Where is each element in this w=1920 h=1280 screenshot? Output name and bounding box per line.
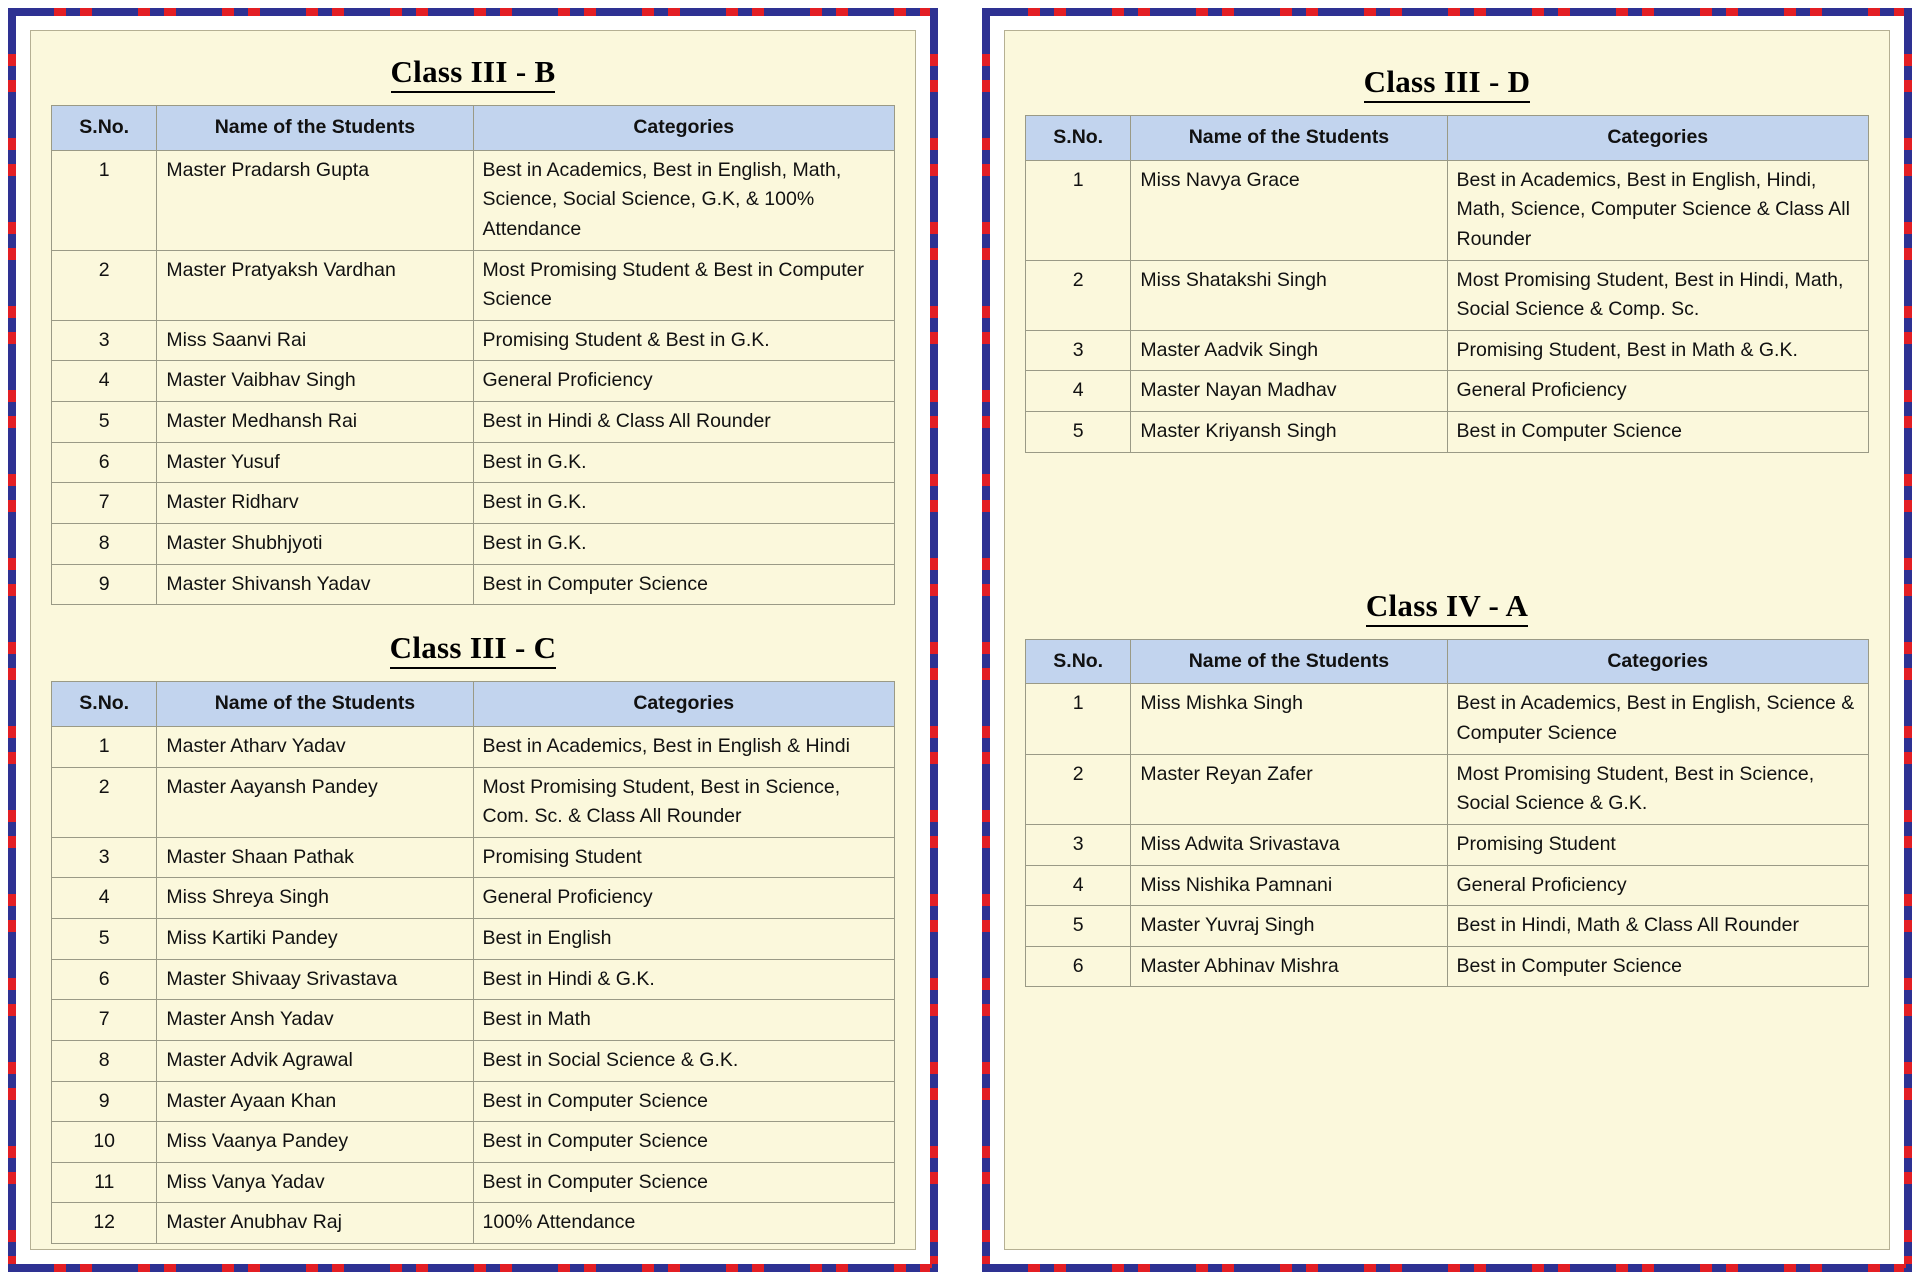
cell-sno: 3 [1026, 824, 1131, 865]
cell-sno: 6 [52, 959, 157, 1000]
border-right-blue-dashes [1904, 8, 1912, 1272]
column-header-categories: Categories [1447, 116, 1869, 161]
border-left-blue-dashes [982, 8, 990, 1272]
cell-categories: Best in Computer Science [473, 1122, 895, 1163]
cell-sno: 4 [1026, 371, 1131, 412]
cell-sno: 6 [52, 442, 157, 483]
table-row [1026, 824, 1869, 865]
class-title-iii-b: Class III - B [51, 55, 895, 93]
table-row [52, 959, 895, 1000]
cell-categories: General Proficiency [473, 878, 895, 919]
cell-sno: 7 [52, 483, 157, 524]
table-row [52, 919, 895, 960]
cell-sno: 6 [1026, 946, 1131, 987]
class-title-iii-d: Class III - D [1025, 65, 1869, 103]
cell-categories: Best in Hindi & Class All Rounder [473, 402, 895, 443]
table-header-row [52, 106, 895, 151]
section-spacer [1025, 453, 1869, 579]
table-row [52, 402, 895, 443]
cell-name: Master Yusuf [157, 442, 473, 483]
cell-categories: Best in Hindi & G.K. [473, 959, 895, 1000]
cell-sno: 2 [1026, 260, 1131, 330]
cell-categories: Promising Student, Best in Math & G.K. [1447, 330, 1869, 371]
cell-categories: Best in Computer Science [1447, 946, 1869, 987]
table-row [1026, 865, 1869, 906]
border-bottom-blue-dashes [982, 1264, 1912, 1272]
cell-categories: Best in G.K. [473, 523, 895, 564]
cell-sno: 8 [52, 1040, 157, 1081]
award-table-iii-b [51, 105, 895, 605]
cell-sno: 3 [52, 320, 157, 361]
cell-categories: Best in Academics, Best in English, Hindi, Math, Science, Computer Science & Class All Rounder [1447, 160, 1869, 260]
table-body-iii-d [1026, 160, 1869, 452]
cell-sno: 2 [52, 250, 157, 320]
cell-sno: 5 [52, 919, 157, 960]
cell-sno: 4 [52, 361, 157, 402]
cell-name: Master Atharv Yadav [157, 726, 473, 767]
cell-sno: 10 [52, 1122, 157, 1163]
cell-name: Master Ansh Yadav [157, 1000, 473, 1041]
cell-name: Miss Nishika Pamnani [1131, 865, 1447, 906]
cell-name: Master Pradarsh Gupta [157, 150, 473, 250]
cell-categories: Promising Student [473, 837, 895, 878]
class-title-iii-c: Class III - C [51, 631, 895, 669]
table-row [1026, 684, 1869, 754]
cell-name: Master Anubhav Raj [157, 1203, 473, 1244]
table-row [1026, 754, 1869, 824]
table-row [52, 442, 895, 483]
award-table-iii-c [51, 681, 895, 1244]
cell-categories: 100% Attendance [473, 1203, 895, 1244]
cell-categories: Best in Computer Science [1447, 412, 1869, 453]
cell-categories: Best in Computer Science [473, 1081, 895, 1122]
cell-name: Miss Kartiki Pandey [157, 919, 473, 960]
cell-sno: 12 [52, 1203, 157, 1244]
table-row [1026, 260, 1869, 330]
table-row [1026, 371, 1869, 412]
cell-name: Miss Vaanya Pandey [157, 1122, 473, 1163]
border-top-blue-dashes [8, 8, 938, 16]
table-row [52, 564, 895, 605]
cell-name: Master Vaibhav Singh [157, 361, 473, 402]
award-table-iv-a [1025, 639, 1869, 988]
cell-name: Master Shivansh Yadav [157, 564, 473, 605]
cell-name: Master Pratyaksh Vardhan [157, 250, 473, 320]
column-header-sno: S.No. [52, 106, 157, 151]
cell-name: Master Reyan Zafer [1131, 754, 1447, 824]
cell-categories: Most Promising Student, Best in Science, Social Science & G.K. [1447, 754, 1869, 824]
cell-name: Master Shivaay Srivastava [157, 959, 473, 1000]
table-header-row [1026, 639, 1869, 684]
cell-categories: Most Promising Student, Best in Science, Com. Sc. & Class All Rounder [473, 767, 895, 837]
cell-sno: 1 [52, 726, 157, 767]
cell-categories: Promising Student & Best in G.K. [473, 320, 895, 361]
border-top-blue-dashes [982, 8, 1912, 16]
border-right-blue-dashes [930, 8, 938, 1272]
column-header-name: Name of the Students [157, 682, 473, 727]
cell-name: Master Aayansh Pandey [157, 767, 473, 837]
column-header-categories: Categories [473, 682, 895, 727]
table-row [1026, 946, 1869, 987]
table-row [52, 837, 895, 878]
table-row [52, 1081, 895, 1122]
class-title-iv-a: Class IV - A [1025, 589, 1869, 627]
cell-name: Master Ridharv [157, 483, 473, 524]
cell-name: Master Shubhjyoti [157, 523, 473, 564]
column-header-name: Name of the Students [157, 106, 473, 151]
table-row [52, 878, 895, 919]
cell-name: Master Yuvraj Singh [1131, 906, 1447, 947]
cell-categories: Promising Student [1447, 824, 1869, 865]
cell-sno: 1 [1026, 160, 1131, 260]
cell-name: Miss Mishka Singh [1131, 684, 1447, 754]
table-row [52, 483, 895, 524]
cell-categories: Best in G.K. [473, 483, 895, 524]
table-row [1026, 906, 1869, 947]
cell-categories: Best in Social Science & G.K. [473, 1040, 895, 1081]
column-header-sno: S.No. [1026, 639, 1131, 684]
cell-categories: Best in Academics, Best in English & Hindi [473, 726, 895, 767]
cell-categories: Best in Hindi, Math & Class All Rounder [1447, 906, 1869, 947]
table-body-iii-b [52, 150, 895, 605]
column-header-name: Name of the Students [1131, 116, 1447, 161]
cell-sno: 4 [52, 878, 157, 919]
table-row [1026, 160, 1869, 260]
cell-name: Miss Shreya Singh [157, 878, 473, 919]
cell-sno: 7 [52, 1000, 157, 1041]
cell-categories: General Proficiency [473, 361, 895, 402]
table-row [52, 726, 895, 767]
table-row [52, 150, 895, 250]
cell-sno: 5 [52, 402, 157, 443]
cell-categories: Best in G.K. [473, 442, 895, 483]
column-header-sno: S.No. [52, 682, 157, 727]
table-header-row [52, 682, 895, 727]
cell-sno: 9 [52, 564, 157, 605]
award-table-iii-d [1025, 115, 1869, 453]
cell-name: Master Ayaan Khan [157, 1081, 473, 1122]
cell-sno: 1 [1026, 684, 1131, 754]
table-row [52, 523, 895, 564]
cell-sno: 11 [52, 1162, 157, 1203]
right-content-sheet [1004, 30, 1890, 1250]
right-page-panel [960, 0, 1920, 1280]
table-row [52, 1162, 895, 1203]
column-header-name: Name of the Students [1131, 639, 1447, 684]
left-content-sheet [30, 30, 916, 1250]
cell-categories: Best in Computer Science [473, 564, 895, 605]
cell-sno: 9 [52, 1081, 157, 1122]
cell-categories: Best in English [473, 919, 895, 960]
table-row [52, 361, 895, 402]
table-row [52, 767, 895, 837]
column-header-categories: Categories [1447, 639, 1869, 684]
cell-sno: 5 [1026, 906, 1131, 947]
table-row [52, 1203, 895, 1244]
cell-name: Master Aadvik Singh [1131, 330, 1447, 371]
table-body-iii-c [52, 726, 895, 1243]
table-row [1026, 330, 1869, 371]
column-header-sno: S.No. [1026, 116, 1131, 161]
cell-name: Miss Vanya Yadav [157, 1162, 473, 1203]
table-row [52, 1000, 895, 1041]
cell-name: Miss Navya Grace [1131, 160, 1447, 260]
cell-sno: 2 [52, 767, 157, 837]
cell-categories: General Proficiency [1447, 865, 1869, 906]
cell-sno: 8 [52, 523, 157, 564]
table-row [52, 320, 895, 361]
table-row [1026, 412, 1869, 453]
cell-sno: 2 [1026, 754, 1131, 824]
column-header-categories: Categories [473, 106, 895, 151]
cell-categories: Most Promising Student, Best in Hindi, Math, Social Science & Comp. Sc. [1447, 260, 1869, 330]
cell-name: Master Medhansh Rai [157, 402, 473, 443]
table-row [52, 250, 895, 320]
cell-sno: 3 [1026, 330, 1131, 371]
cell-name: Master Shaan Pathak [157, 837, 473, 878]
cell-name: Miss Shatakshi Singh [1131, 260, 1447, 330]
cell-categories: Most Promising Student & Best in Computer Science [473, 250, 895, 320]
cell-categories: General Proficiency [1447, 371, 1869, 412]
cell-name: Master Nayan Madhav [1131, 371, 1447, 412]
cell-sno: 1 [52, 150, 157, 250]
border-left-blue-dashes [8, 8, 16, 1272]
cell-sno: 5 [1026, 412, 1131, 453]
cell-categories: Best in Computer Science [473, 1162, 895, 1203]
table-body-iv-a [1026, 684, 1869, 987]
cell-categories: Best in Math [473, 1000, 895, 1041]
cell-sno: 4 [1026, 865, 1131, 906]
cell-categories: Best in Academics, Best in English, Math, Science, Social Science, G.K, & 100% Attendance [473, 150, 895, 250]
cell-name: Master Abhinav Mishra [1131, 946, 1447, 987]
cell-sno: 3 [52, 837, 157, 878]
cell-name: Master Advik Agrawal [157, 1040, 473, 1081]
cell-name: Miss Adwita Srivastava [1131, 824, 1447, 865]
cell-name: Master Kriyansh Singh [1131, 412, 1447, 453]
border-bottom-blue-dashes [8, 1264, 938, 1272]
table-header-row [1026, 116, 1869, 161]
cell-name: Miss Saanvi Rai [157, 320, 473, 361]
table-row [52, 1040, 895, 1081]
cell-categories: Best in Academics, Best in English, Science & Computer Science [1447, 684, 1869, 754]
table-row [52, 1122, 895, 1163]
